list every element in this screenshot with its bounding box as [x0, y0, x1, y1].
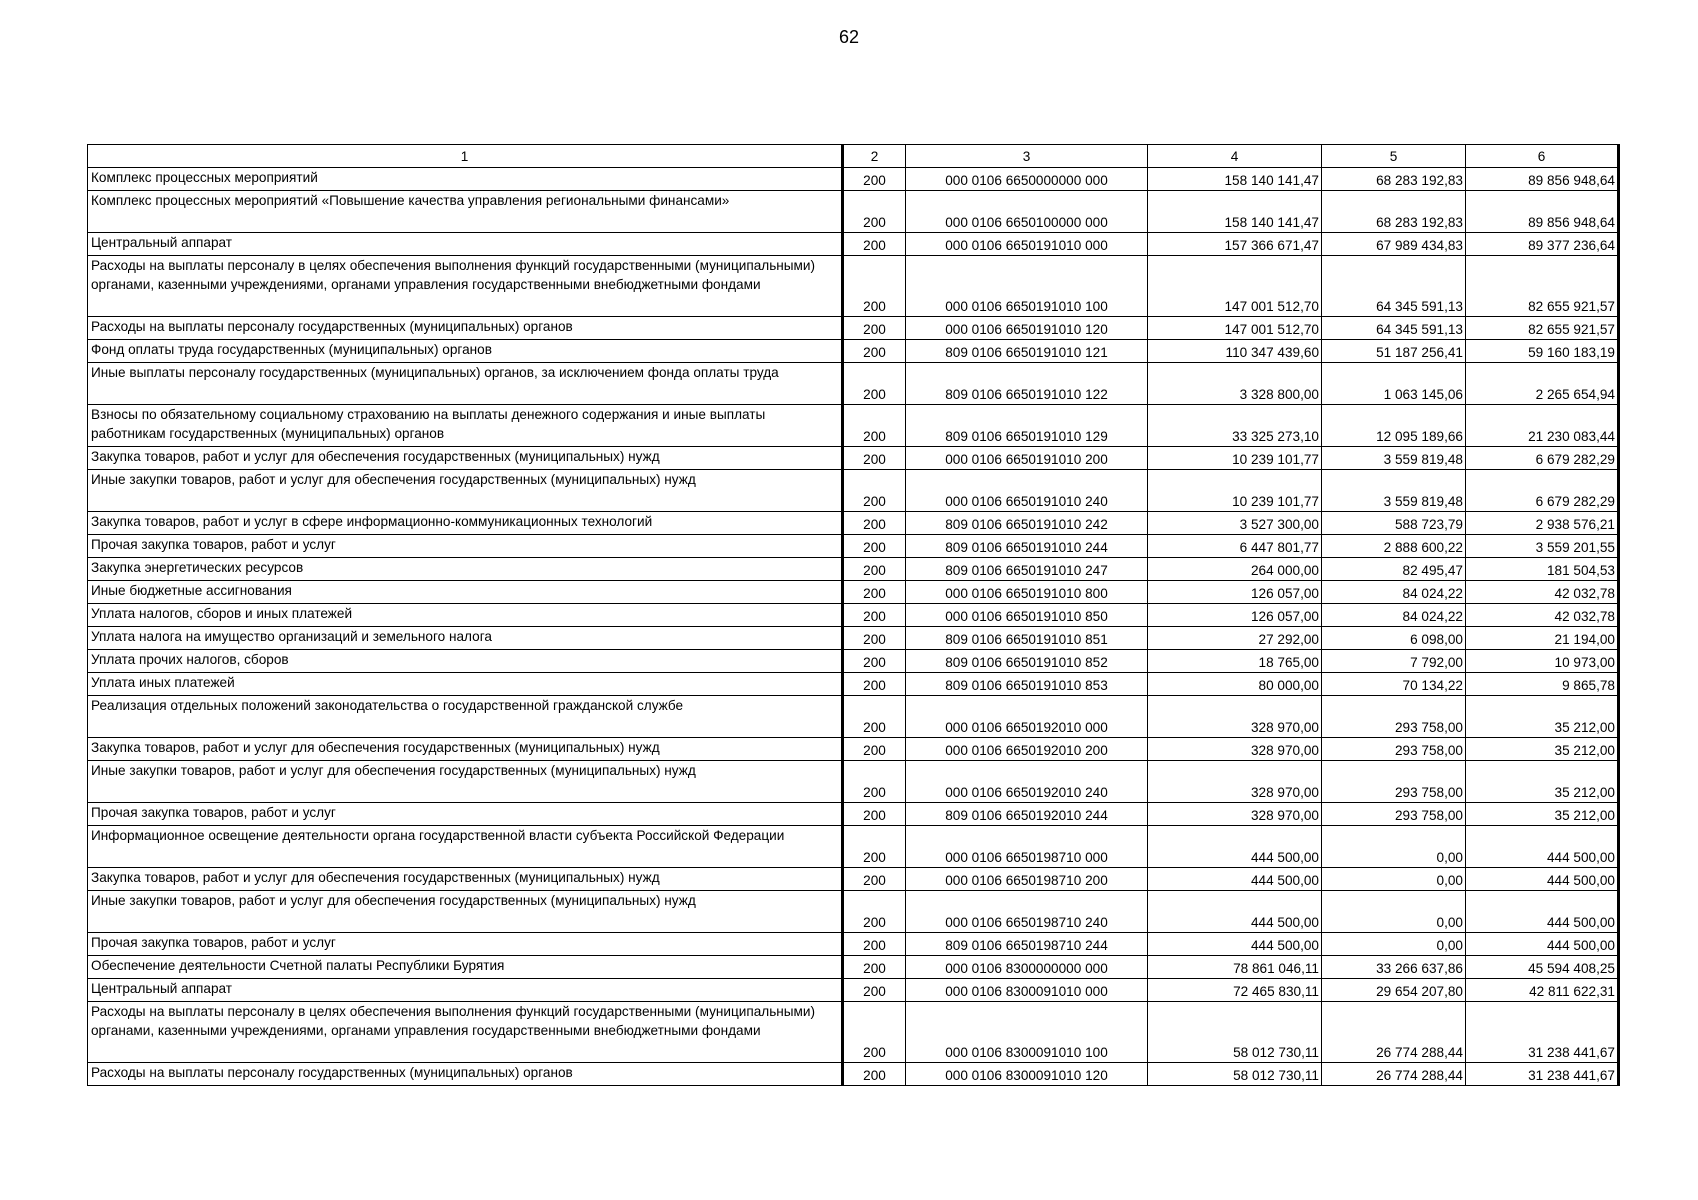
row-admin-code: 200 [843, 512, 906, 535]
row-executed-amount: 51 187 256,41 [1322, 340, 1466, 363]
row-approved-amount: 6 447 801,77 [1148, 535, 1322, 558]
table-row [88, 535, 1619, 558]
row-approved-amount: 328 970,00 [1148, 738, 1322, 761]
row-approved-amount: 126 057,00 [1148, 604, 1322, 627]
row-unexecuted-amount: 444 500,00 [1466, 891, 1619, 933]
row-classification-code: 809 0106 6650191010 851 [906, 627, 1148, 650]
row-admin-code: 200 [843, 803, 906, 826]
row-executed-amount: 293 758,00 [1322, 738, 1466, 761]
row-classification-code: 809 0106 6650191010 242 [906, 512, 1148, 535]
row-executed-amount: 2 888 600,22 [1322, 535, 1466, 558]
table-row [88, 363, 1619, 405]
row-name: Иные закупки товаров, работ и услуг для обеспечения государственных (муниципальных) нужд [88, 470, 843, 512]
row-unexecuted-amount: 35 212,00 [1466, 761, 1619, 803]
row-admin-code: 200 [843, 558, 906, 581]
row-unexecuted-amount: 82 655 921,57 [1466, 317, 1619, 340]
table-row [88, 1063, 1619, 1086]
row-unexecuted-amount: 444 500,00 [1466, 826, 1619, 868]
table-row [88, 168, 1619, 191]
row-unexecuted-amount: 35 212,00 [1466, 803, 1619, 826]
row-approved-amount: 126 057,00 [1148, 581, 1322, 604]
row-classification-code: 809 0106 6650191010 244 [906, 535, 1148, 558]
row-admin-code: 200 [843, 470, 906, 512]
table-row [88, 761, 1619, 803]
row-admin-code: 200 [843, 535, 906, 558]
row-executed-amount: 0,00 [1322, 826, 1466, 868]
table-body [88, 168, 1619, 1086]
row-approved-amount: 147 001 512,70 [1148, 256, 1322, 317]
table-row [88, 673, 1619, 696]
row-classification-code: 000 0106 6650191010 000 [906, 233, 1148, 256]
row-executed-amount: 0,00 [1322, 933, 1466, 956]
table-row [88, 558, 1619, 581]
row-admin-code: 200 [843, 317, 906, 340]
row-unexecuted-amount: 42 032,78 [1466, 604, 1619, 627]
row-classification-code: 809 0106 6650191010 122 [906, 363, 1148, 405]
row-classification-code: 809 0106 6650191010 853 [906, 673, 1148, 696]
row-classification-code: 000 0106 6650000000 000 [906, 168, 1148, 191]
header-col-unexecuted: 6 [1466, 145, 1619, 168]
row-admin-code: 200 [843, 650, 906, 673]
row-classification-code: 000 0106 6650192010 200 [906, 738, 1148, 761]
row-unexecuted-amount: 59 160 183,19 [1466, 340, 1619, 363]
row-unexecuted-amount: 2 265 654,94 [1466, 363, 1619, 405]
row-executed-amount: 12 095 189,66 [1322, 405, 1466, 447]
row-admin-code: 200 [843, 191, 906, 233]
row-approved-amount: 158 140 141,47 [1148, 168, 1322, 191]
row-admin-code: 200 [843, 868, 906, 891]
row-admin-code: 200 [843, 696, 906, 738]
row-name: Информационное освещение деятельности органа государственной власти субъекта Российской Федерации [88, 826, 843, 868]
row-admin-code: 200 [843, 979, 906, 1002]
row-approved-amount: 444 500,00 [1148, 826, 1322, 868]
table-row [88, 340, 1619, 363]
row-approved-amount: 72 465 830,11 [1148, 979, 1322, 1002]
row-classification-code: 000 0106 6650192010 000 [906, 696, 1148, 738]
table-row [88, 405, 1619, 447]
row-unexecuted-amount: 35 212,00 [1466, 696, 1619, 738]
row-name: Центральный аппарат [88, 979, 843, 1002]
table-row [88, 317, 1619, 340]
row-classification-code: 809 0106 6650191010 247 [906, 558, 1148, 581]
row-executed-amount: 29 654 207,80 [1322, 979, 1466, 1002]
row-executed-amount: 1 063 145,06 [1322, 363, 1466, 405]
row-classification-code: 000 0106 6650191010 120 [906, 317, 1148, 340]
row-name: Уплата налога на имущество организаций и земельного налога [88, 627, 843, 650]
row-unexecuted-amount: 42 032,78 [1466, 581, 1619, 604]
row-admin-code: 200 [843, 168, 906, 191]
table-row [88, 738, 1619, 761]
table-row [88, 233, 1619, 256]
row-unexecuted-amount: 89 856 948,64 [1466, 168, 1619, 191]
header-col-admin: 2 [843, 145, 906, 168]
row-name: Закупка товаров, работ и услуг для обеспечения государственных (муниципальных) нужд [88, 738, 843, 761]
row-approved-amount: 10 239 101,77 [1148, 447, 1322, 470]
row-unexecuted-amount: 42 811 622,31 [1466, 979, 1619, 1002]
row-classification-code: 000 0106 6650100000 000 [906, 191, 1148, 233]
table-row [88, 933, 1619, 956]
row-approved-amount: 80 000,00 [1148, 673, 1322, 696]
table-row [88, 581, 1619, 604]
row-approved-amount: 444 500,00 [1148, 868, 1322, 891]
row-admin-code: 200 [843, 891, 906, 933]
row-admin-code: 200 [843, 956, 906, 979]
row-admin-code: 200 [843, 826, 906, 868]
row-executed-amount: 26 774 288,44 [1322, 1002, 1466, 1063]
row-name: Уплата иных платежей [88, 673, 843, 696]
table-row [88, 956, 1619, 979]
row-name: Уплата налогов, сборов и иных платежей [88, 604, 843, 627]
row-unexecuted-amount: 45 594 408,25 [1466, 956, 1619, 979]
row-name: Закупка энергетических ресурсов [88, 558, 843, 581]
row-name: Иные закупки товаров, работ и услуг для обеспечения государственных (муниципальных) нужд [88, 761, 843, 803]
row-approved-amount: 157 366 671,47 [1148, 233, 1322, 256]
table-row [88, 979, 1619, 1002]
row-unexecuted-amount: 2 938 576,21 [1466, 512, 1619, 535]
row-executed-amount: 6 098,00 [1322, 627, 1466, 650]
row-executed-amount: 293 758,00 [1322, 803, 1466, 826]
table-row [88, 447, 1619, 470]
header-col-name: 1 [88, 145, 843, 168]
row-approved-amount: 328 970,00 [1148, 696, 1322, 738]
header-col-executed: 5 [1322, 145, 1466, 168]
row-classification-code: 000 0106 8300091010 000 [906, 979, 1148, 1002]
table-row [88, 256, 1619, 317]
row-approved-amount: 328 970,00 [1148, 803, 1322, 826]
row-name: Расходы на выплаты персоналу в целях обеспечения выполнения функций государственными (муниципальными) органами, казенными учреждениями, органами управления государственными внебюджетными фондами [88, 1002, 843, 1063]
row-admin-code: 200 [843, 256, 906, 317]
row-classification-code: 000 0106 6650191010 200 [906, 447, 1148, 470]
row-executed-amount: 588 723,79 [1322, 512, 1466, 535]
row-approved-amount: 110 347 439,60 [1148, 340, 1322, 363]
row-name: Прочая закупка товаров, работ и услуг [88, 933, 843, 956]
budget-table [87, 144, 1620, 1086]
row-classification-code: 000 0106 6650191010 850 [906, 604, 1148, 627]
row-approved-amount: 444 500,00 [1148, 891, 1322, 933]
row-executed-amount: 67 989 434,83 [1322, 233, 1466, 256]
row-name: Комплекс процессных мероприятий [88, 168, 843, 191]
row-classification-code: 000 0106 8300000000 000 [906, 956, 1148, 979]
table-row [88, 650, 1619, 673]
table-row [88, 512, 1619, 535]
row-executed-amount: 84 024,22 [1322, 581, 1466, 604]
row-name: Иные бюджетные ассигнования [88, 581, 843, 604]
row-admin-code: 200 [843, 1063, 906, 1086]
row-executed-amount: 3 559 819,48 [1322, 470, 1466, 512]
table-row [88, 604, 1619, 627]
row-approved-amount: 3 328 800,00 [1148, 363, 1322, 405]
row-unexecuted-amount: 3 559 201,55 [1466, 535, 1619, 558]
row-classification-code: 809 0106 6650191010 121 [906, 340, 1148, 363]
row-executed-amount: 33 266 637,86 [1322, 956, 1466, 979]
row-admin-code: 200 [843, 405, 906, 447]
row-unexecuted-amount: 89 377 236,64 [1466, 233, 1619, 256]
table-row [88, 627, 1619, 650]
row-name: Расходы на выплаты персоналу государственных (муниципальных) органов [88, 317, 843, 340]
row-admin-code: 200 [843, 627, 906, 650]
row-unexecuted-amount: 35 212,00 [1466, 738, 1619, 761]
row-approved-amount: 158 140 141,47 [1148, 191, 1322, 233]
table-row [88, 696, 1619, 738]
row-executed-amount: 3 559 819,48 [1322, 447, 1466, 470]
row-name: Расходы на выплаты персоналу государственных (муниципальных) органов [88, 1063, 843, 1086]
row-admin-code: 200 [843, 738, 906, 761]
row-classification-code: 000 0106 6650198710 200 [906, 868, 1148, 891]
row-approved-amount: 3 527 300,00 [1148, 512, 1322, 535]
row-classification-code: 000 0106 6650191010 800 [906, 581, 1148, 604]
row-classification-code: 000 0106 6650191010 100 [906, 256, 1148, 317]
row-name: Прочая закупка товаров, работ и услуг [88, 535, 843, 558]
row-approved-amount: 18 765,00 [1148, 650, 1322, 673]
row-executed-amount: 0,00 [1322, 868, 1466, 891]
row-admin-code: 200 [843, 447, 906, 470]
row-classification-code: 000 0106 8300091010 100 [906, 1002, 1148, 1063]
table-row [88, 868, 1619, 891]
row-unexecuted-amount: 31 238 441,67 [1466, 1063, 1619, 1086]
row-unexecuted-amount: 181 504,53 [1466, 558, 1619, 581]
header-col-code: 3 [906, 145, 1148, 168]
row-admin-code: 200 [843, 933, 906, 956]
row-classification-code: 809 0106 6650191010 852 [906, 650, 1148, 673]
row-executed-amount: 0,00 [1322, 891, 1466, 933]
row-admin-code: 200 [843, 340, 906, 363]
row-name: Закупка товаров, работ и услуг в сфере информационно-коммуникационных технологий [88, 512, 843, 535]
row-name: Уплата прочих налогов, сборов [88, 650, 843, 673]
row-unexecuted-amount: 82 655 921,57 [1466, 256, 1619, 317]
row-name: Иные закупки товаров, работ и услуг для обеспечения государственных (муниципальных) нужд [88, 891, 843, 933]
page-number: 62 [838, 27, 860, 47]
row-name: Расходы на выплаты персоналу в целях обеспечения выполнения функций государственными (муниципальными) органами, казенными учреждениями, органами управления государственными внебюджетными фондами [88, 256, 843, 317]
row-approved-amount: 444 500,00 [1148, 933, 1322, 956]
row-approved-amount: 328 970,00 [1148, 761, 1322, 803]
row-admin-code: 200 [843, 1002, 906, 1063]
row-admin-code: 200 [843, 363, 906, 405]
row-unexecuted-amount: 6 679 282,29 [1466, 447, 1619, 470]
row-name: Прочая закупка товаров, работ и услуг [88, 803, 843, 826]
row-executed-amount: 293 758,00 [1322, 696, 1466, 738]
table-row [88, 803, 1619, 826]
row-executed-amount: 64 345 591,13 [1322, 256, 1466, 317]
row-name: Фонд оплаты труда государственных (муниципальных) органов [88, 340, 843, 363]
row-executed-amount: 84 024,22 [1322, 604, 1466, 627]
row-classification-code: 809 0106 6650198710 244 [906, 933, 1148, 956]
row-unexecuted-amount: 9 865,78 [1466, 673, 1619, 696]
row-classification-code: 809 0106 6650192010 244 [906, 803, 1148, 826]
row-unexecuted-amount: 10 973,00 [1466, 650, 1619, 673]
row-approved-amount: 33 325 273,10 [1148, 405, 1322, 447]
table-row [88, 470, 1619, 512]
row-approved-amount: 58 012 730,11 [1148, 1002, 1322, 1063]
table-header-row [88, 145, 1619, 168]
row-executed-amount: 293 758,00 [1322, 761, 1466, 803]
row-name: Закупка товаров, работ и услуг для обеспечения государственных (муниципальных) нужд [88, 868, 843, 891]
row-unexecuted-amount: 21 230 083,44 [1466, 405, 1619, 447]
row-name: Обеспечение деятельности Счетной палаты Республики Бурятия [88, 956, 843, 979]
row-unexecuted-amount: 31 238 441,67 [1466, 1002, 1619, 1063]
row-classification-code: 000 0106 6650198710 000 [906, 826, 1148, 868]
row-approved-amount: 58 012 730,11 [1148, 1063, 1322, 1086]
row-name: Реализация отдельных положений законодательства о государственной гражданской службе [88, 696, 843, 738]
row-unexecuted-amount: 444 500,00 [1466, 933, 1619, 956]
row-executed-amount: 82 495,47 [1322, 558, 1466, 581]
row-admin-code: 200 [843, 673, 906, 696]
row-unexecuted-amount: 444 500,00 [1466, 868, 1619, 891]
row-name: Взносы по обязательному социальному страхованию на выплаты денежного содержания и иные выплаты работникам государственных (муниципальных) органов [88, 405, 843, 447]
table-row [88, 1002, 1619, 1063]
row-approved-amount: 264 000,00 [1148, 558, 1322, 581]
row-name: Комплекс процессных мероприятий «Повышение качества управления региональными финансами» [88, 191, 843, 233]
row-executed-amount: 64 345 591,13 [1322, 317, 1466, 340]
row-unexecuted-amount: 21 194,00 [1466, 627, 1619, 650]
table-row [88, 191, 1619, 233]
row-classification-code: 000 0106 6650192010 240 [906, 761, 1148, 803]
table-row [88, 826, 1619, 868]
row-admin-code: 200 [843, 761, 906, 803]
row-executed-amount: 26 774 288,44 [1322, 1063, 1466, 1086]
row-name: Иные выплаты персоналу государственных (муниципальных) органов, за исключением фонда оплаты труда [88, 363, 843, 405]
row-name: Закупка товаров, работ и услуг для обеспечения государственных (муниципальных) нужд [88, 447, 843, 470]
table-row [88, 891, 1619, 933]
row-approved-amount: 10 239 101,77 [1148, 470, 1322, 512]
row-approved-amount: 147 001 512,70 [1148, 317, 1322, 340]
row-executed-amount: 70 134,22 [1322, 673, 1466, 696]
row-approved-amount: 78 861 046,11 [1148, 956, 1322, 979]
row-unexecuted-amount: 6 679 282,29 [1466, 470, 1619, 512]
header-col-approved: 4 [1148, 145, 1322, 168]
row-name: Центральный аппарат [88, 233, 843, 256]
row-admin-code: 200 [843, 233, 906, 256]
row-executed-amount: 7 792,00 [1322, 650, 1466, 673]
row-classification-code: 809 0106 6650191010 129 [906, 405, 1148, 447]
row-classification-code: 000 0106 6650198710 240 [906, 891, 1148, 933]
row-classification-code: 000 0106 6650191010 240 [906, 470, 1148, 512]
row-admin-code: 200 [843, 604, 906, 627]
row-classification-code: 000 0106 8300091010 120 [906, 1063, 1148, 1086]
row-approved-amount: 27 292,00 [1148, 627, 1322, 650]
row-executed-amount: 68 283 192,83 [1322, 191, 1466, 233]
row-admin-code: 200 [843, 581, 906, 604]
row-unexecuted-amount: 89 856 948,64 [1466, 191, 1619, 233]
row-executed-amount: 68 283 192,83 [1322, 168, 1466, 191]
